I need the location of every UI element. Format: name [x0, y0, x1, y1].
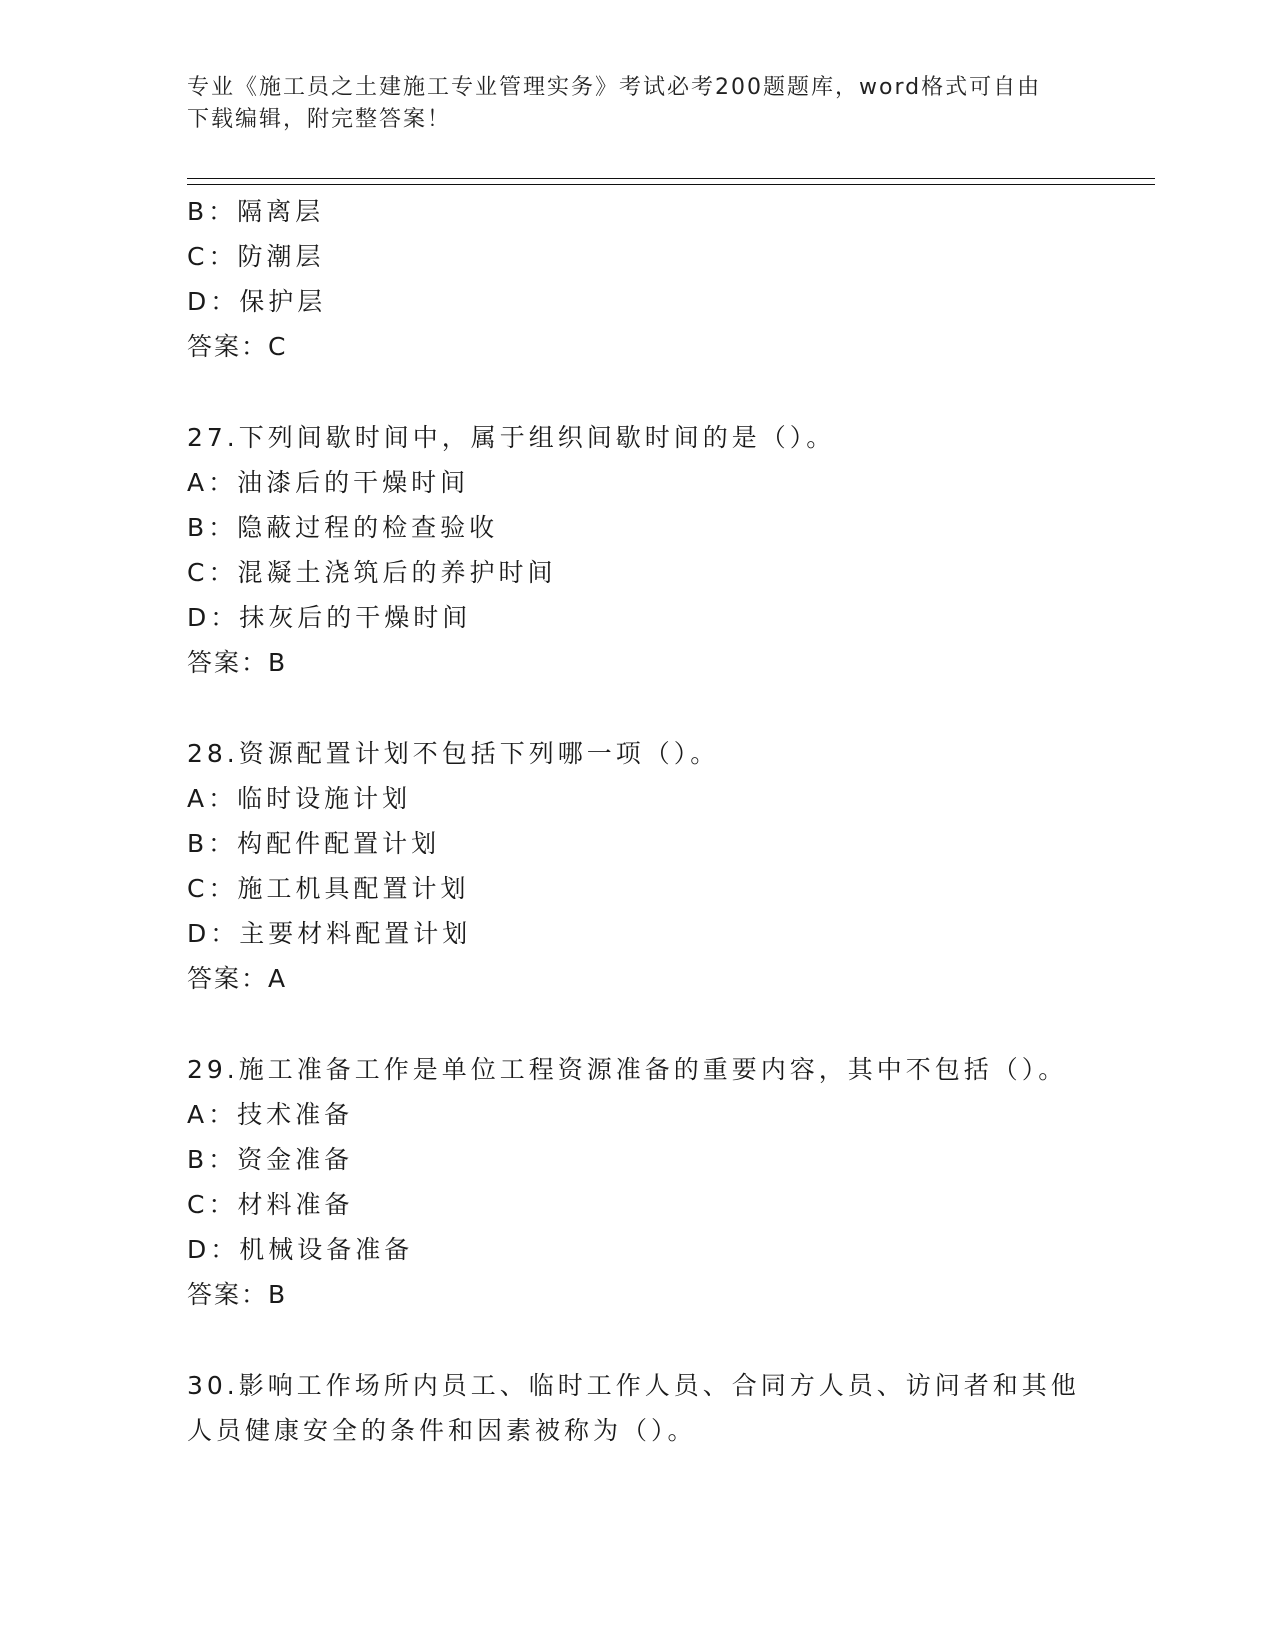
- spacer: [187, 685, 1155, 731]
- question-30: [187, 1363, 1155, 1453]
- page-header: [187, 72, 1087, 136]
- option-d: D：主要材料配置计划: [187, 919, 472, 948]
- question-29: [187, 1047, 1155, 1317]
- option-c: C：材料准备: [187, 1190, 354, 1219]
- spacer: [187, 369, 1155, 415]
- question-27: [187, 415, 1155, 685]
- header-divider: [187, 178, 1155, 185]
- question-26-continuation: [187, 189, 1155, 369]
- question-title-line-2: 人员健康安全的条件和因素被称为（）。: [187, 1416, 697, 1445]
- option-d: D：保护层: [187, 287, 327, 316]
- option-a: A：油漆后的干燥时间: [187, 468, 470, 497]
- answer-line: 答案：B: [187, 1280, 288, 1309]
- option-b: B：构配件配置计划: [187, 829, 441, 858]
- option-c: C：防潮层: [187, 242, 325, 271]
- answer-line: 答案：B: [187, 648, 288, 677]
- option-d: D：机械设备准备: [187, 1235, 414, 1264]
- document-body: [187, 189, 1155, 1453]
- answer-line: 答案：C: [187, 332, 288, 361]
- header-line-2: 下载编辑，附完整答案！: [187, 107, 452, 132]
- question-title: 28.资源配置计划不包括下列哪一项（）。: [187, 739, 720, 768]
- question-28: [187, 731, 1155, 1001]
- spacer: [187, 1001, 1155, 1047]
- option-d: D：抹灰后的干燥时间: [187, 603, 472, 632]
- option-b: B：隐蔽过程的检查验收: [187, 513, 499, 542]
- answer-line: 答案：A: [187, 964, 288, 993]
- option-c: C：混凝土浇筑后的养护时间: [187, 558, 557, 587]
- header-line-1: 专业《施工员之土建施工专业管理实务》考试必考200题题库，word格式可自由: [187, 75, 1042, 100]
- option-b: B：隔离层: [187, 197, 325, 226]
- option-a: A：技术准备: [187, 1100, 354, 1129]
- option-b: B：资金准备: [187, 1145, 354, 1174]
- question-title: 27.下列间歇时间中，属于组织间歇时间的是（）。: [187, 423, 836, 452]
- option-a: A：临时设施计划: [187, 784, 412, 813]
- question-title-line-1: 30.影响工作场所内员工、临时工作人员、合同方人员、访问者和其他: [187, 1371, 1080, 1400]
- spacer: [187, 1317, 1155, 1363]
- option-c: C：施工机具配置计划: [187, 874, 470, 903]
- question-title: 29.施工准备工作是单位工程资源准备的重要内容，其中不包括（）。: [187, 1055, 1068, 1084]
